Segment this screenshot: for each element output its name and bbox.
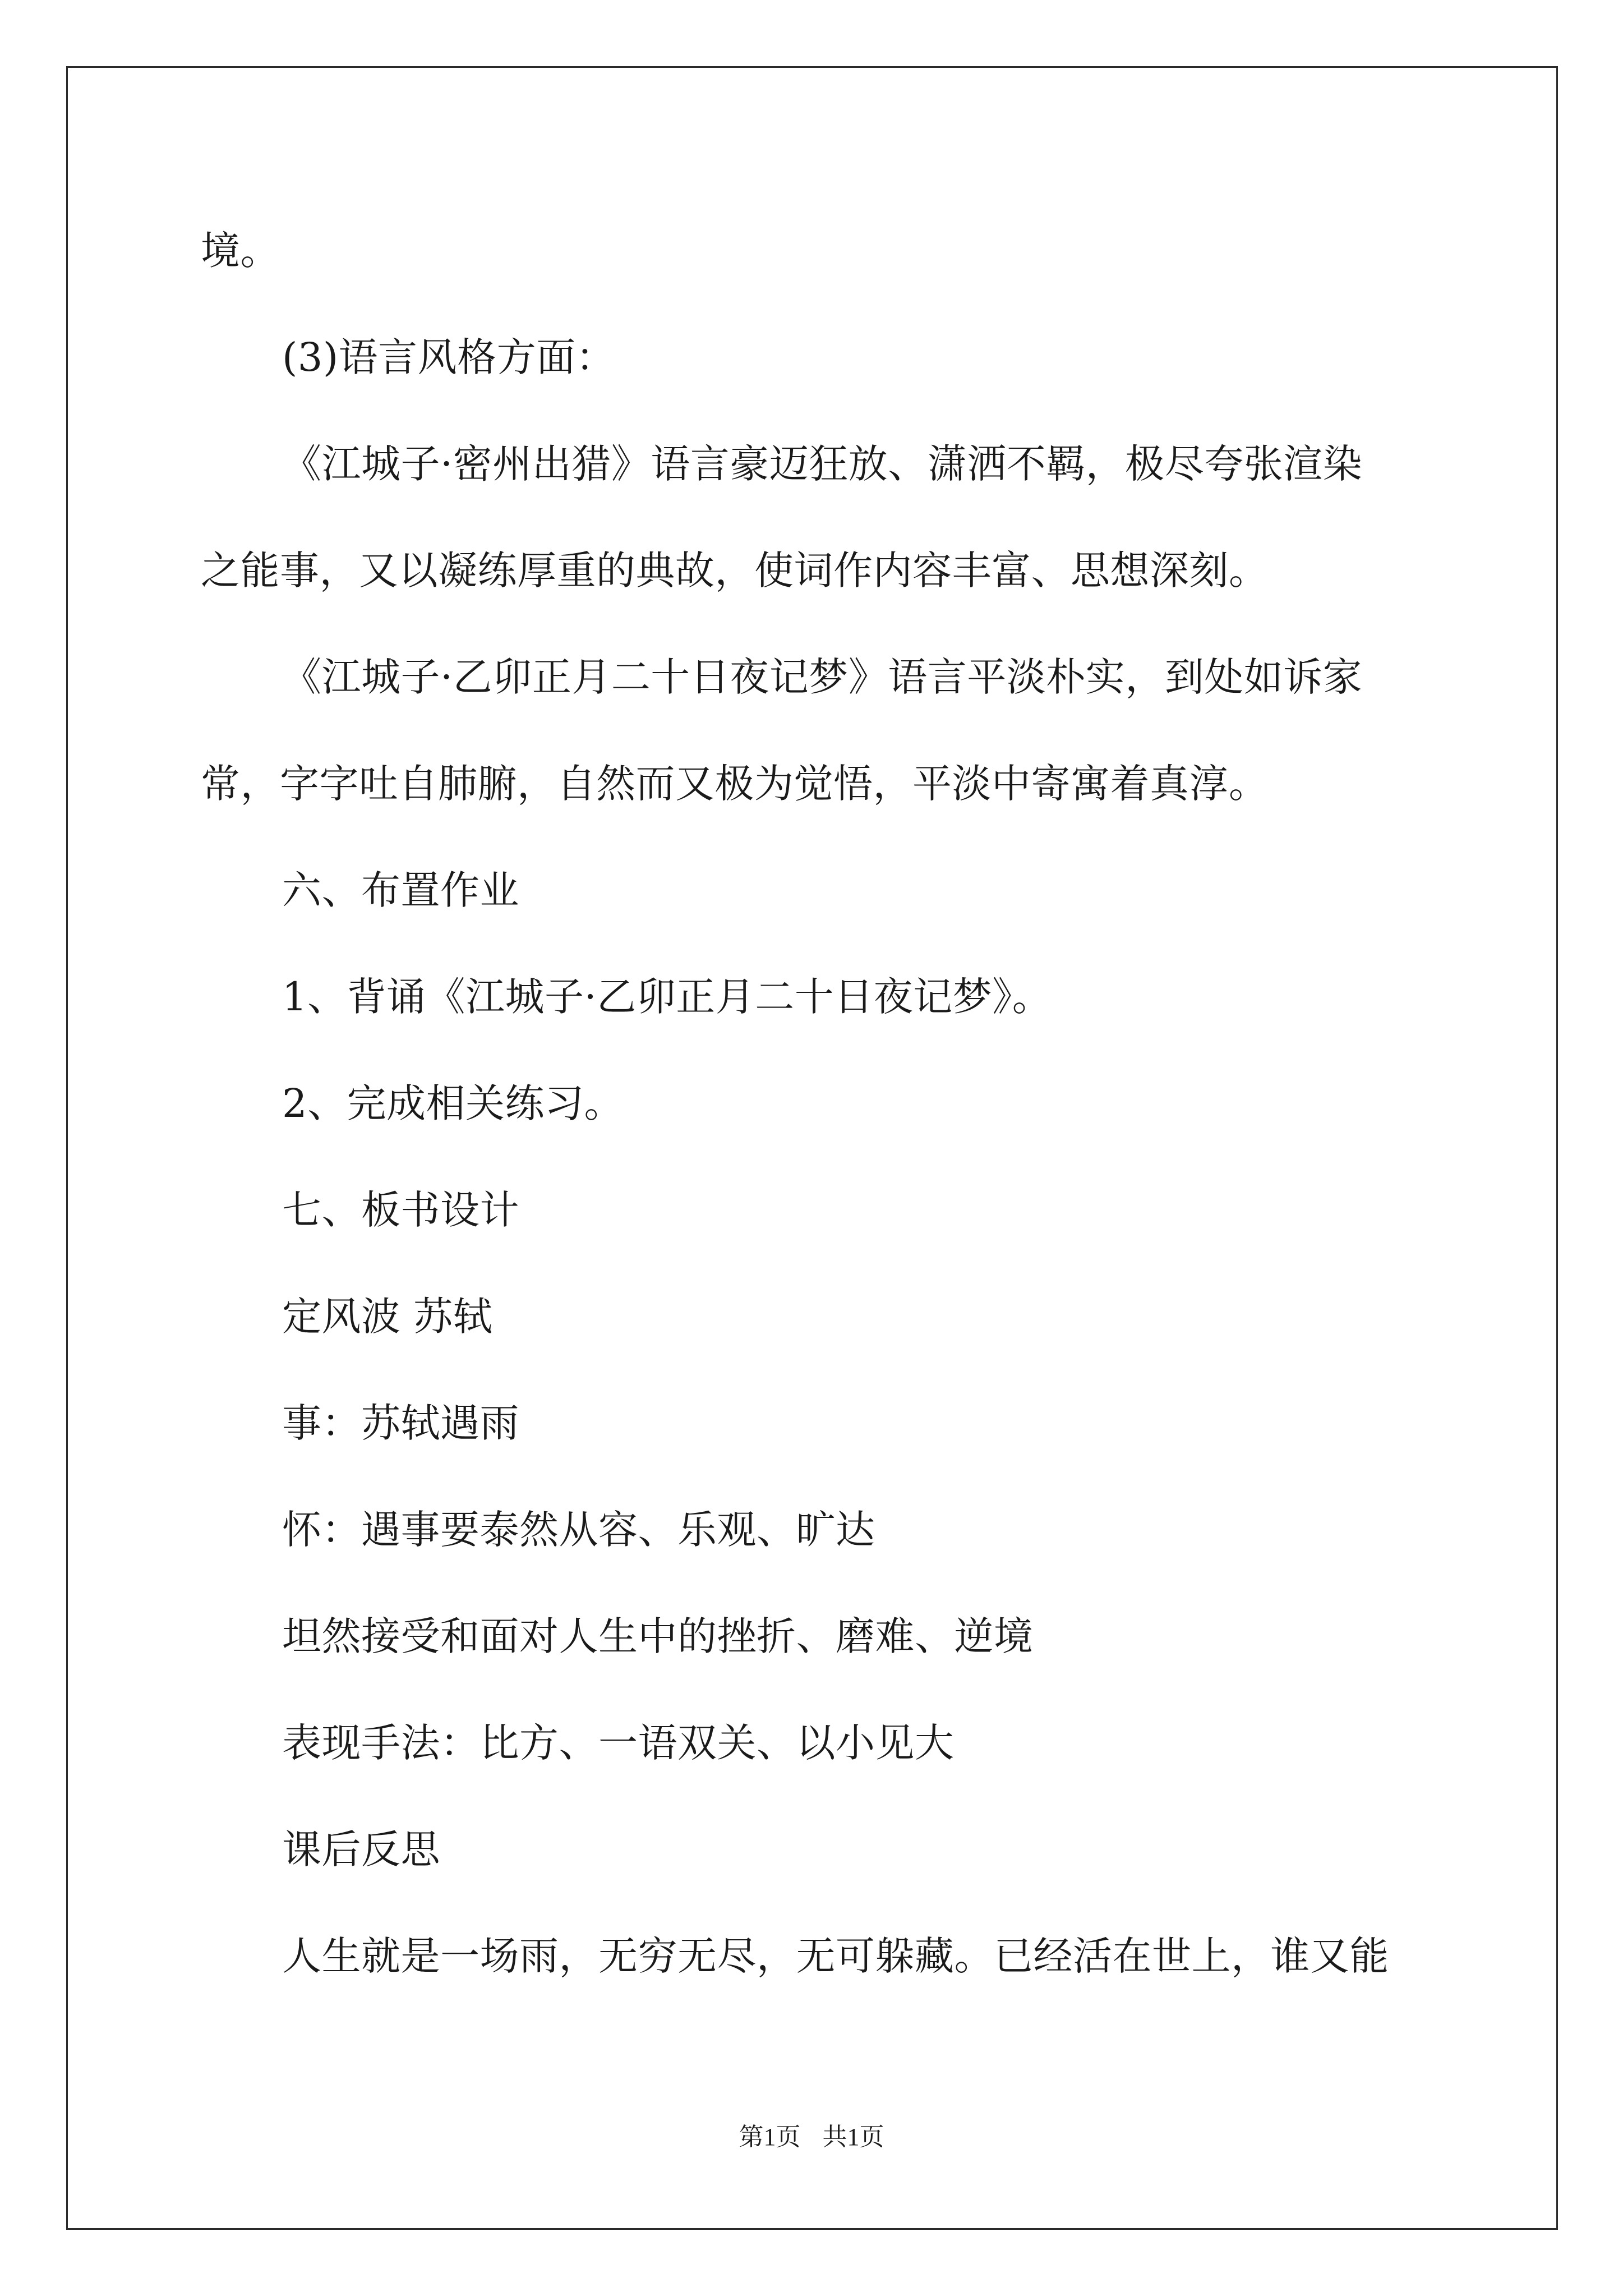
page-number-current: 第1页 xyxy=(739,2123,801,2151)
paragraph-line: 2、完成相关练习。 xyxy=(282,1080,624,1126)
paragraph-line: 人生就是一场雨，无穷无尽，无可躲藏。已经活在世上，谁又能 xyxy=(282,1933,1389,1979)
page-number-total: 共1页 xyxy=(822,2123,884,2151)
paragraph-line: 常，字字吐自肺腑，自然而又极为觉悟，平淡中寄寓着真淳。 xyxy=(201,761,1269,807)
paragraph-line: 定风波 苏轼 xyxy=(282,1294,493,1340)
section-heading: 七、板书设计 xyxy=(282,1187,519,1233)
paragraph-line: 事：苏轼遇雨 xyxy=(282,1400,519,1446)
section-heading: 六、布置作业 xyxy=(282,867,519,913)
paragraph-line: (3)语言风格方面： xyxy=(282,334,616,380)
paragraph-line: 坦然接受和面对人生中的挫折、磨难、逆境 xyxy=(282,1613,1034,1659)
paragraph-line: 之能事，又以凝练厚重的典故，使词作内容丰富、思想深刻。 xyxy=(201,547,1269,593)
paragraph-line: 1、背诵《江城子·乙卯正月二十日夜记梦》。 xyxy=(282,974,1052,1020)
paragraph-line: 境。 xyxy=(201,228,280,274)
paragraph-line: 《江城子·乙卯正月二十日夜记梦》语言平淡朴实，到处如诉家 xyxy=(282,654,1363,700)
paragraph-line: 表现手法：比方、一语双关、以小见大 xyxy=(282,1720,955,1766)
paragraph-line: 《江城子·密州出猎》语言豪迈狂放、潇洒不羁，极尽夸张渲染 xyxy=(282,441,1363,487)
page-border xyxy=(66,66,1558,2230)
section-heading: 课后反思 xyxy=(282,1826,440,1872)
paragraph-line: 怀：遇事要泰然从容、乐观、旷达 xyxy=(282,1507,875,1553)
page-footer xyxy=(0,2125,1623,2150)
